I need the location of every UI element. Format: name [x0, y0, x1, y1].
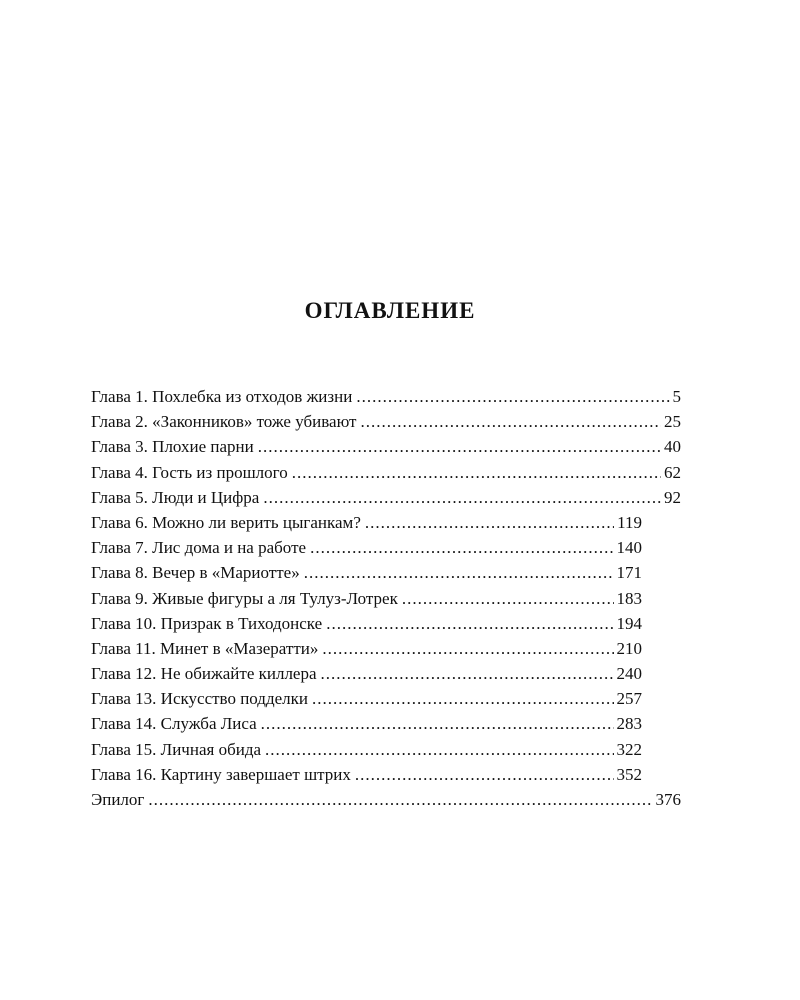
toc-entry-title: Глава 6. Можно ли верить цыганкам?: [91, 512, 361, 532]
toc-dot-leader: [304, 560, 614, 585]
toc-dot-leader: [265, 737, 613, 762]
toc-entry-page: 183: [616, 588, 642, 608]
toc-entry-page: 210: [616, 638, 642, 658]
toc-entry-title: Глава 14. Служба Лиса: [91, 714, 257, 734]
toc-entry-page: 25: [664, 412, 681, 432]
toc-entry-title: Глава 13. Искусство подделки: [91, 689, 308, 709]
toc-entry[interactable]: [91, 787, 681, 812]
toc-dot-leader: [258, 434, 661, 459]
toc-entry-title: Глава 5. Люди и Цифра: [91, 487, 260, 507]
toc-entry-title: Глава 10. Призрак в Тиходонске: [91, 613, 323, 633]
toc-dot-leader: [292, 460, 661, 485]
toc-entry-title: Глава 9. Живые фигуры а ля Тулуз-Лотрек: [91, 588, 398, 608]
toc-dot-leader: [310, 535, 613, 560]
toc-heading: ОГЛАВЛЕНИЕ: [304, 298, 476, 323]
toc-dot-leader: [312, 686, 614, 711]
toc-entry-page: 92: [664, 487, 681, 507]
toc-entry-page: 352: [616, 764, 642, 784]
toc-entry-page: 194: [616, 613, 642, 633]
toc-entry-title: Глава 7. Лис дома и на работе: [91, 538, 307, 558]
toc-entry-title: Глава 1. Похлебка из отходов жизни: [91, 387, 353, 406]
toc-entry[interactable]: [91, 434, 681, 459]
toc-entry-page: 62: [664, 462, 681, 482]
toc-entry-title: Глава 11. Минет в «Мазератти»: [91, 638, 319, 658]
toc-entry-page: 240: [616, 664, 642, 684]
toc-entry-page: 257: [616, 689, 642, 709]
toc-dot-leader: [360, 409, 661, 434]
toc-entry[interactable]: [91, 384, 681, 409]
toc-entry[interactable]: [91, 737, 642, 762]
toc-entry[interactable]: [91, 510, 642, 535]
toc-entry[interactable]: [91, 586, 642, 611]
toc-dot-leader: [148, 787, 652, 812]
toc-dot-leader: [261, 711, 614, 736]
toc-entry[interactable]: [91, 636, 642, 661]
toc-dot-leader: [322, 636, 613, 661]
toc-entry-page: 376: [655, 790, 681, 809]
toc-list: [91, 384, 681, 812]
toc-entry-title: Глава 8. Вечер в «Мариотте»: [91, 563, 300, 583]
toc-entry-title: Глава 2. «Законников» тоже убивают: [91, 412, 357, 432]
toc-entry-title: Глава 15. Личная обида: [91, 739, 262, 759]
toc-entry-page: 40: [664, 437, 681, 457]
toc-dot-leader: [356, 384, 669, 409]
toc-entry[interactable]: [91, 485, 681, 510]
toc-dot-leader: [321, 661, 614, 686]
toc-entry-page: 119: [617, 512, 642, 532]
toc-entry[interactable]: [91, 661, 642, 686]
toc-entry-page: 283: [616, 714, 642, 734]
toc-entry-page: 140: [616, 538, 642, 558]
toc-dot-leader: [402, 586, 614, 611]
toc-entry-title: Эпилог: [91, 790, 145, 809]
toc-dot-leader: [326, 611, 613, 636]
toc-entry[interactable]: [91, 535, 642, 560]
toc-entry-title: Глава 3. Плохие парни: [91, 437, 254, 457]
toc-entry[interactable]: [91, 460, 681, 485]
toc-entry-page: 171: [616, 563, 642, 583]
toc-entry-title: Глава 16. Картину завершает штрих: [91, 764, 351, 784]
toc-entry-page: 322: [616, 739, 642, 759]
toc-entry[interactable]: [91, 611, 642, 636]
toc-entry-title: Глава 4. Гость из прошлого: [91, 462, 288, 482]
toc-entry[interactable]: [91, 560, 642, 585]
toc-entry[interactable]: [91, 686, 642, 711]
toc-dot-leader: [365, 510, 614, 535]
toc-dot-leader: [263, 485, 661, 510]
toc-entry[interactable]: [91, 762, 642, 787]
toc-entry-page: 5: [672, 387, 681, 406]
toc-entry[interactable]: [91, 409, 681, 434]
toc-entry[interactable]: [91, 711, 642, 736]
toc-dot-leader: [355, 762, 614, 787]
toc-entry-title: Глава 12. Не обижайте киллера: [91, 664, 317, 684]
